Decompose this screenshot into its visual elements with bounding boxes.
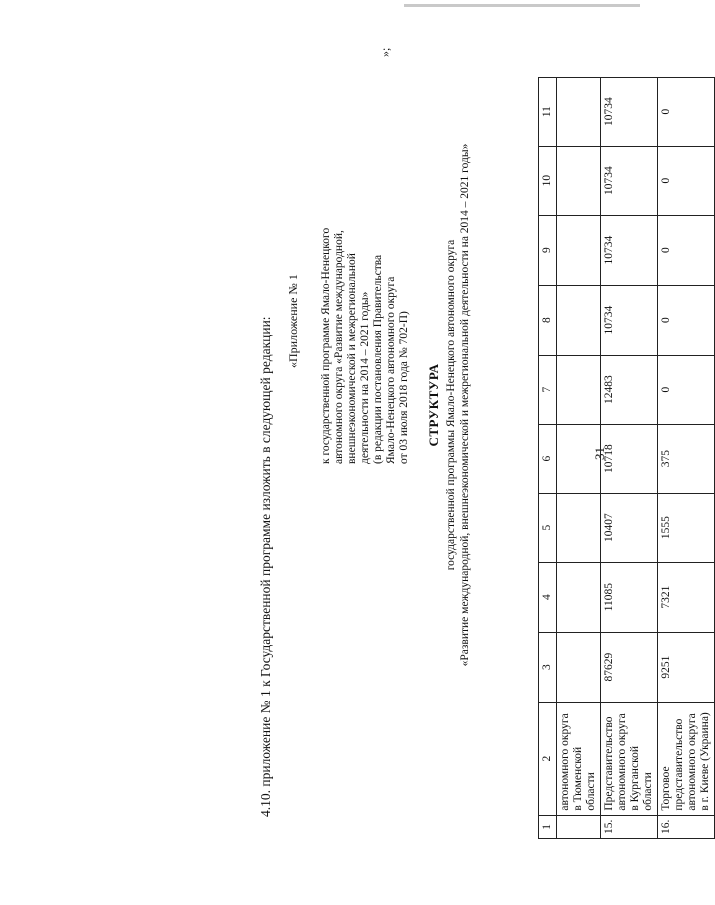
appendix-line: автономного округа «Развитие международной, bbox=[333, 230, 345, 464]
row-name: Торговое представительство автономного округа в г. Киеве (Украина) bbox=[658, 702, 715, 815]
value-cell: 0 bbox=[658, 215, 715, 285]
structure-line: государственной программы Ямало-Ненецкого автономного округа bbox=[445, 239, 457, 571]
header-cell: 9 bbox=[539, 215, 557, 285]
appendix-reference bbox=[320, 104, 411, 464]
value-cell: 87629 bbox=[601, 632, 658, 702]
value-cell: 12483 bbox=[601, 355, 658, 424]
value-cell bbox=[557, 562, 601, 632]
value-cell bbox=[557, 285, 601, 355]
appendix-line: от 03 июля 2018 года № 702-П) bbox=[398, 311, 410, 464]
row-name: Представительство автономного округа в Курганской области bbox=[601, 702, 658, 815]
structure-subtitle bbox=[444, 25, 472, 785]
row-number: 16. bbox=[658, 815, 715, 838]
appendix-line: Ямало-Ненецкого автономного округа bbox=[385, 276, 397, 464]
value-cell: 7321 bbox=[658, 562, 715, 632]
value-cell: 375 bbox=[658, 424, 715, 493]
appendix-title: «Приложение № 1 bbox=[286, 274, 300, 368]
value-cell: 0 bbox=[658, 285, 715, 355]
instruction-text: 4.10. приложение № 1 к Государственной программе изложить в следующей редакции: bbox=[258, 316, 273, 817]
table-row bbox=[658, 77, 715, 838]
row-name: автономного округа в Тюменской области bbox=[557, 702, 601, 815]
value-cell bbox=[557, 632, 601, 702]
header-cell: 10 bbox=[539, 146, 557, 215]
page-number: 31 bbox=[592, 447, 607, 460]
table-row bbox=[557, 77, 601, 838]
value-cell: 10734 bbox=[601, 215, 658, 285]
value-cell: 9251 bbox=[658, 632, 715, 702]
header-cell: 5 bbox=[539, 493, 557, 562]
structure-line: «Развитие международной, внешнеэкономической и межрегиональной деятельности на 2014 – 2021 годы» bbox=[459, 143, 471, 667]
header-cell: 3 bbox=[539, 632, 557, 702]
value-cell: 11085 bbox=[601, 562, 658, 632]
value-cell: 10734 bbox=[601, 146, 658, 215]
value-cell bbox=[557, 77, 601, 146]
budget-table bbox=[538, 77, 715, 839]
row-number bbox=[557, 815, 601, 838]
value-cell: 10407 bbox=[601, 493, 658, 562]
value-cell bbox=[557, 424, 601, 493]
table-end-mark: »; bbox=[378, 47, 392, 57]
table-header-row bbox=[539, 77, 557, 838]
structure-title: СТРУКТУРА bbox=[426, 363, 441, 447]
value-cell: 10734 bbox=[601, 285, 658, 355]
appendix-line: внешнеэкономической и межрегиональной bbox=[346, 253, 358, 464]
header-cell: 1 bbox=[539, 815, 557, 838]
header-cell: 2 bbox=[539, 702, 557, 815]
table-row bbox=[601, 77, 658, 838]
value-cell bbox=[557, 146, 601, 215]
row-number: 15. bbox=[601, 815, 658, 838]
header-cell: 8 bbox=[539, 285, 557, 355]
header-cell: 6 bbox=[539, 424, 557, 493]
value-cell: 0 bbox=[658, 355, 715, 424]
value-cell bbox=[557, 355, 601, 424]
value-cell: 1555 bbox=[658, 493, 715, 562]
value-cell: 10734 bbox=[601, 77, 658, 146]
header-cell: 11 bbox=[539, 77, 557, 146]
appendix-line: деятельности на 2014 – 2021 годы» bbox=[359, 291, 371, 464]
value-cell: 0 bbox=[658, 146, 715, 215]
value-cell: 10718 bbox=[601, 424, 658, 493]
header-cell: 4 bbox=[539, 562, 557, 632]
value-cell bbox=[557, 493, 601, 562]
appendix-line: к государственной программе Ямало-Ненецкого bbox=[320, 227, 332, 464]
value-cell: 0 bbox=[658, 77, 715, 146]
appendix-line: (в редакции постановления Правительства bbox=[372, 254, 384, 464]
header-cell: 7 bbox=[539, 355, 557, 424]
value-cell bbox=[557, 215, 601, 285]
